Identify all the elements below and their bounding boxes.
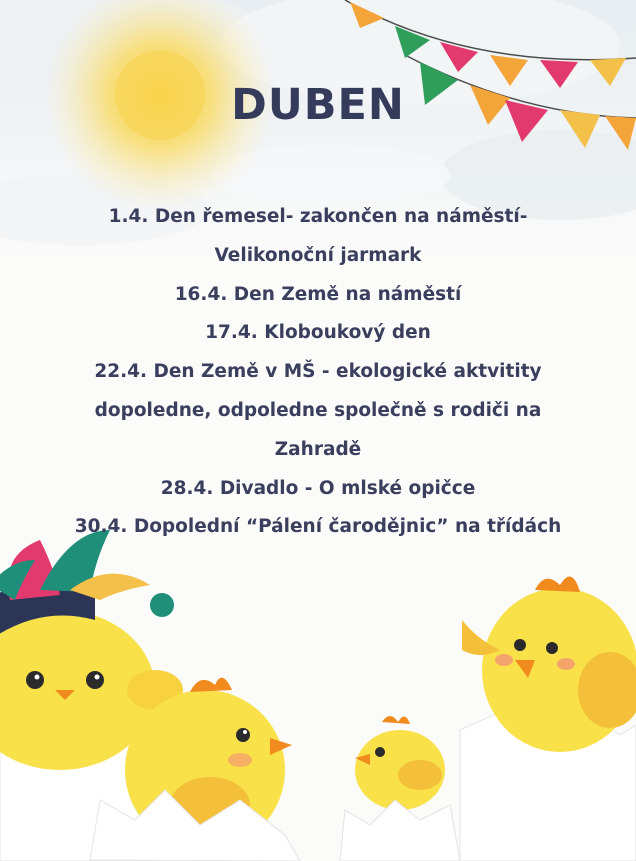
event-list xyxy=(0,198,636,547)
event-line: dopoledne, odpoledne společně s rodiči na xyxy=(94,399,542,421)
event-line: 30.4. Dopolední “Pálení čarodějnic” na třídách xyxy=(74,516,562,538)
page-title: DUBEN xyxy=(231,80,405,130)
event-line: 22.4. Den Země v MŠ - ekologické aktvitity xyxy=(94,361,542,383)
event-line: 16.4. Den Země na náměstí xyxy=(174,283,462,305)
small-chick-illustration xyxy=(340,716,460,861)
event-line: Velikonoční jarmark xyxy=(214,244,422,266)
event-line: Zahradě xyxy=(274,438,362,460)
event-line: 1.4. Den řemesel- zakončen na náměstí- xyxy=(108,206,528,227)
event-line: 28.4. Divadlo - O mlské opičce xyxy=(160,477,476,499)
event-line: 17.4. Kloboukový den xyxy=(205,322,431,344)
